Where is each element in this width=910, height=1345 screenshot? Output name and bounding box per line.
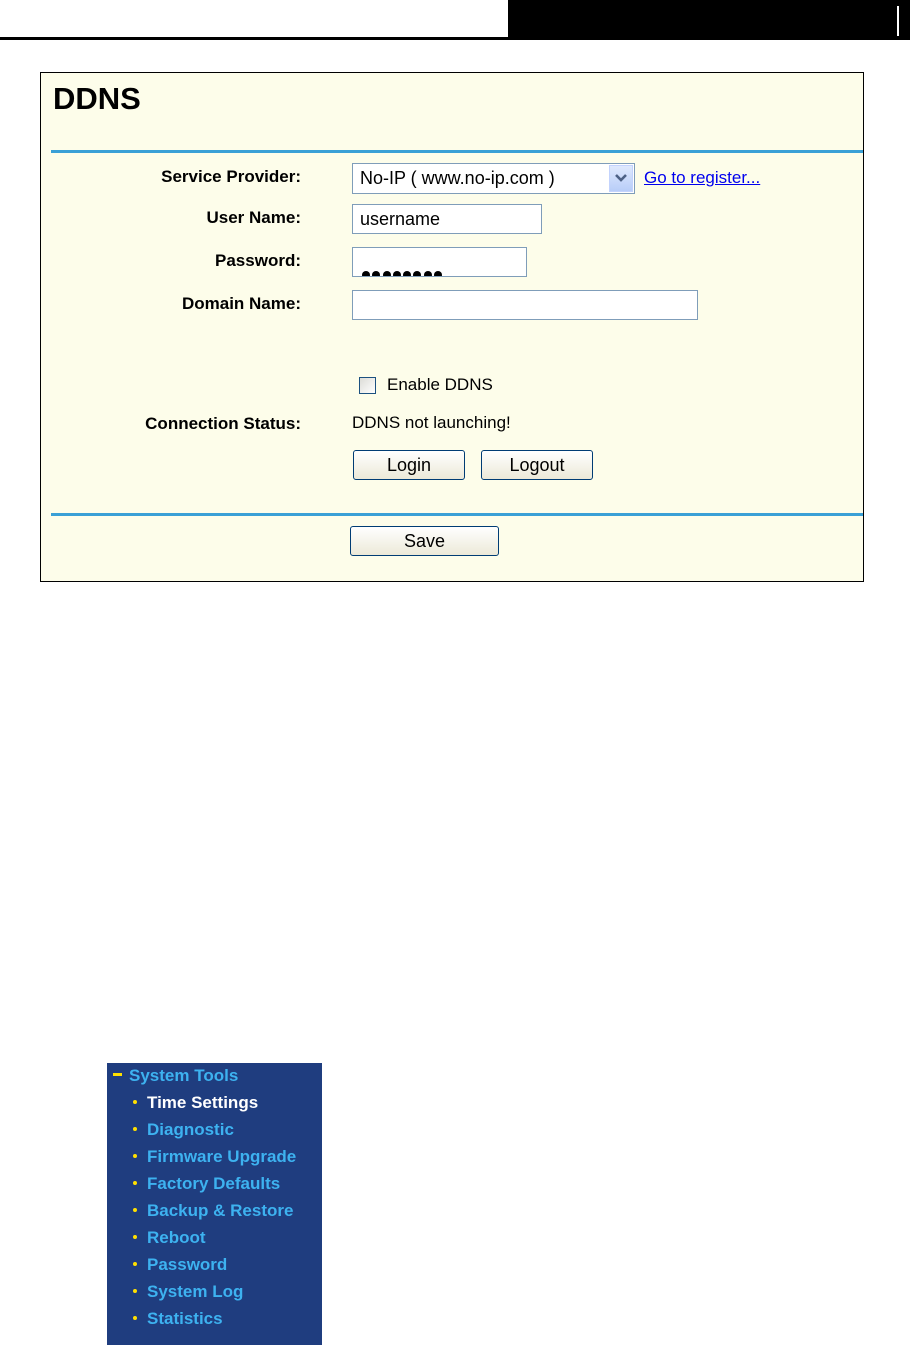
menu-item-reboot[interactable] — [133, 1228, 206, 1248]
bottom-separator — [51, 513, 863, 516]
logout-button[interactable]: Logout — [481, 450, 593, 480]
password-dot — [413, 271, 421, 277]
menu-item-firmware-upgrade[interactable] — [133, 1147, 296, 1167]
bullet-icon — [133, 1154, 137, 1158]
menu-item-backup-restore[interactable] — [133, 1201, 293, 1221]
menu-item-label: Factory Defaults — [147, 1174, 281, 1193]
password-dot — [434, 271, 442, 277]
password-dot — [424, 271, 432, 277]
password-dot — [393, 271, 401, 277]
service-provider-label: Service Provider: — [161, 167, 301, 186]
password-dot — [362, 271, 370, 277]
menu-item-diagnostic[interactable] — [133, 1120, 234, 1140]
menu-item-statistics[interactable] — [133, 1309, 223, 1329]
enable-ddns-label: Enable DDNS — [387, 375, 493, 394]
header-divider — [897, 6, 899, 36]
service-provider-value: No-IP ( www.no-ip.com ) — [360, 168, 555, 188]
bullet-icon — [133, 1181, 137, 1185]
bullet-icon — [133, 1316, 137, 1320]
bullet-icon — [133, 1262, 137, 1266]
menu-item-system-log[interactable] — [133, 1282, 243, 1302]
password-dot — [403, 271, 411, 277]
domain-name-label: Domain Name: — [181, 294, 301, 313]
menu-item-label: Diagnostic — [147, 1120, 234, 1139]
page-title: DDNS — [53, 81, 141, 116]
register-link[interactable]: Go to register... — [644, 168, 761, 187]
enable-ddns-checkbox[interactable] — [359, 377, 376, 394]
bullet-icon — [133, 1127, 137, 1131]
chevron-down-icon[interactable] — [609, 165, 633, 192]
menu-item-label: Reboot — [147, 1228, 206, 1247]
top-separator — [51, 150, 863, 153]
menu-item-label: System Log — [147, 1282, 244, 1301]
bullet-icon — [133, 1100, 137, 1104]
bullet-icon — [133, 1208, 137, 1212]
menu-section-system-tools[interactable] — [113, 1066, 238, 1086]
password-field[interactable] — [352, 247, 527, 277]
menu-item-label: Time Settings — [147, 1093, 259, 1112]
password-dot — [383, 271, 391, 277]
menu-section-label: System Tools — [129, 1066, 239, 1085]
password-label: Password: — [215, 251, 301, 270]
password-mask — [362, 259, 444, 277]
menu-item-label: Statistics — [147, 1309, 223, 1328]
collapse-icon — [113, 1073, 122, 1076]
bullet-icon — [133, 1289, 137, 1293]
password-dot — [372, 271, 380, 277]
connection-status-label: Connection Status: — [145, 414, 301, 433]
header-black-block — [508, 0, 910, 40]
connection-status-value: DDNS not launching! — [352, 413, 511, 432]
user-name-field[interactable]: username — [352, 204, 542, 234]
domain-name-field[interactable] — [352, 290, 698, 320]
header-rule — [0, 37, 508, 40]
menu-item-label: Firmware Upgrade — [147, 1147, 297, 1166]
menu-item-label: Password — [147, 1255, 228, 1274]
menu-item-label: Backup & Restore — [147, 1201, 294, 1220]
service-provider-select[interactable] — [352, 163, 635, 194]
login-button[interactable]: Login — [353, 450, 465, 480]
system-tools-menu — [107, 1063, 322, 1345]
menu-item-time-settings[interactable] — [133, 1093, 258, 1113]
menu-item-factory-defaults[interactable] — [133, 1174, 280, 1194]
menu-item-password[interactable] — [133, 1255, 227, 1275]
bullet-icon — [133, 1235, 137, 1239]
save-button[interactable]: Save — [350, 526, 499, 556]
ddns-panel — [40, 72, 864, 582]
user-name-label: User Name: — [206, 208, 301, 227]
